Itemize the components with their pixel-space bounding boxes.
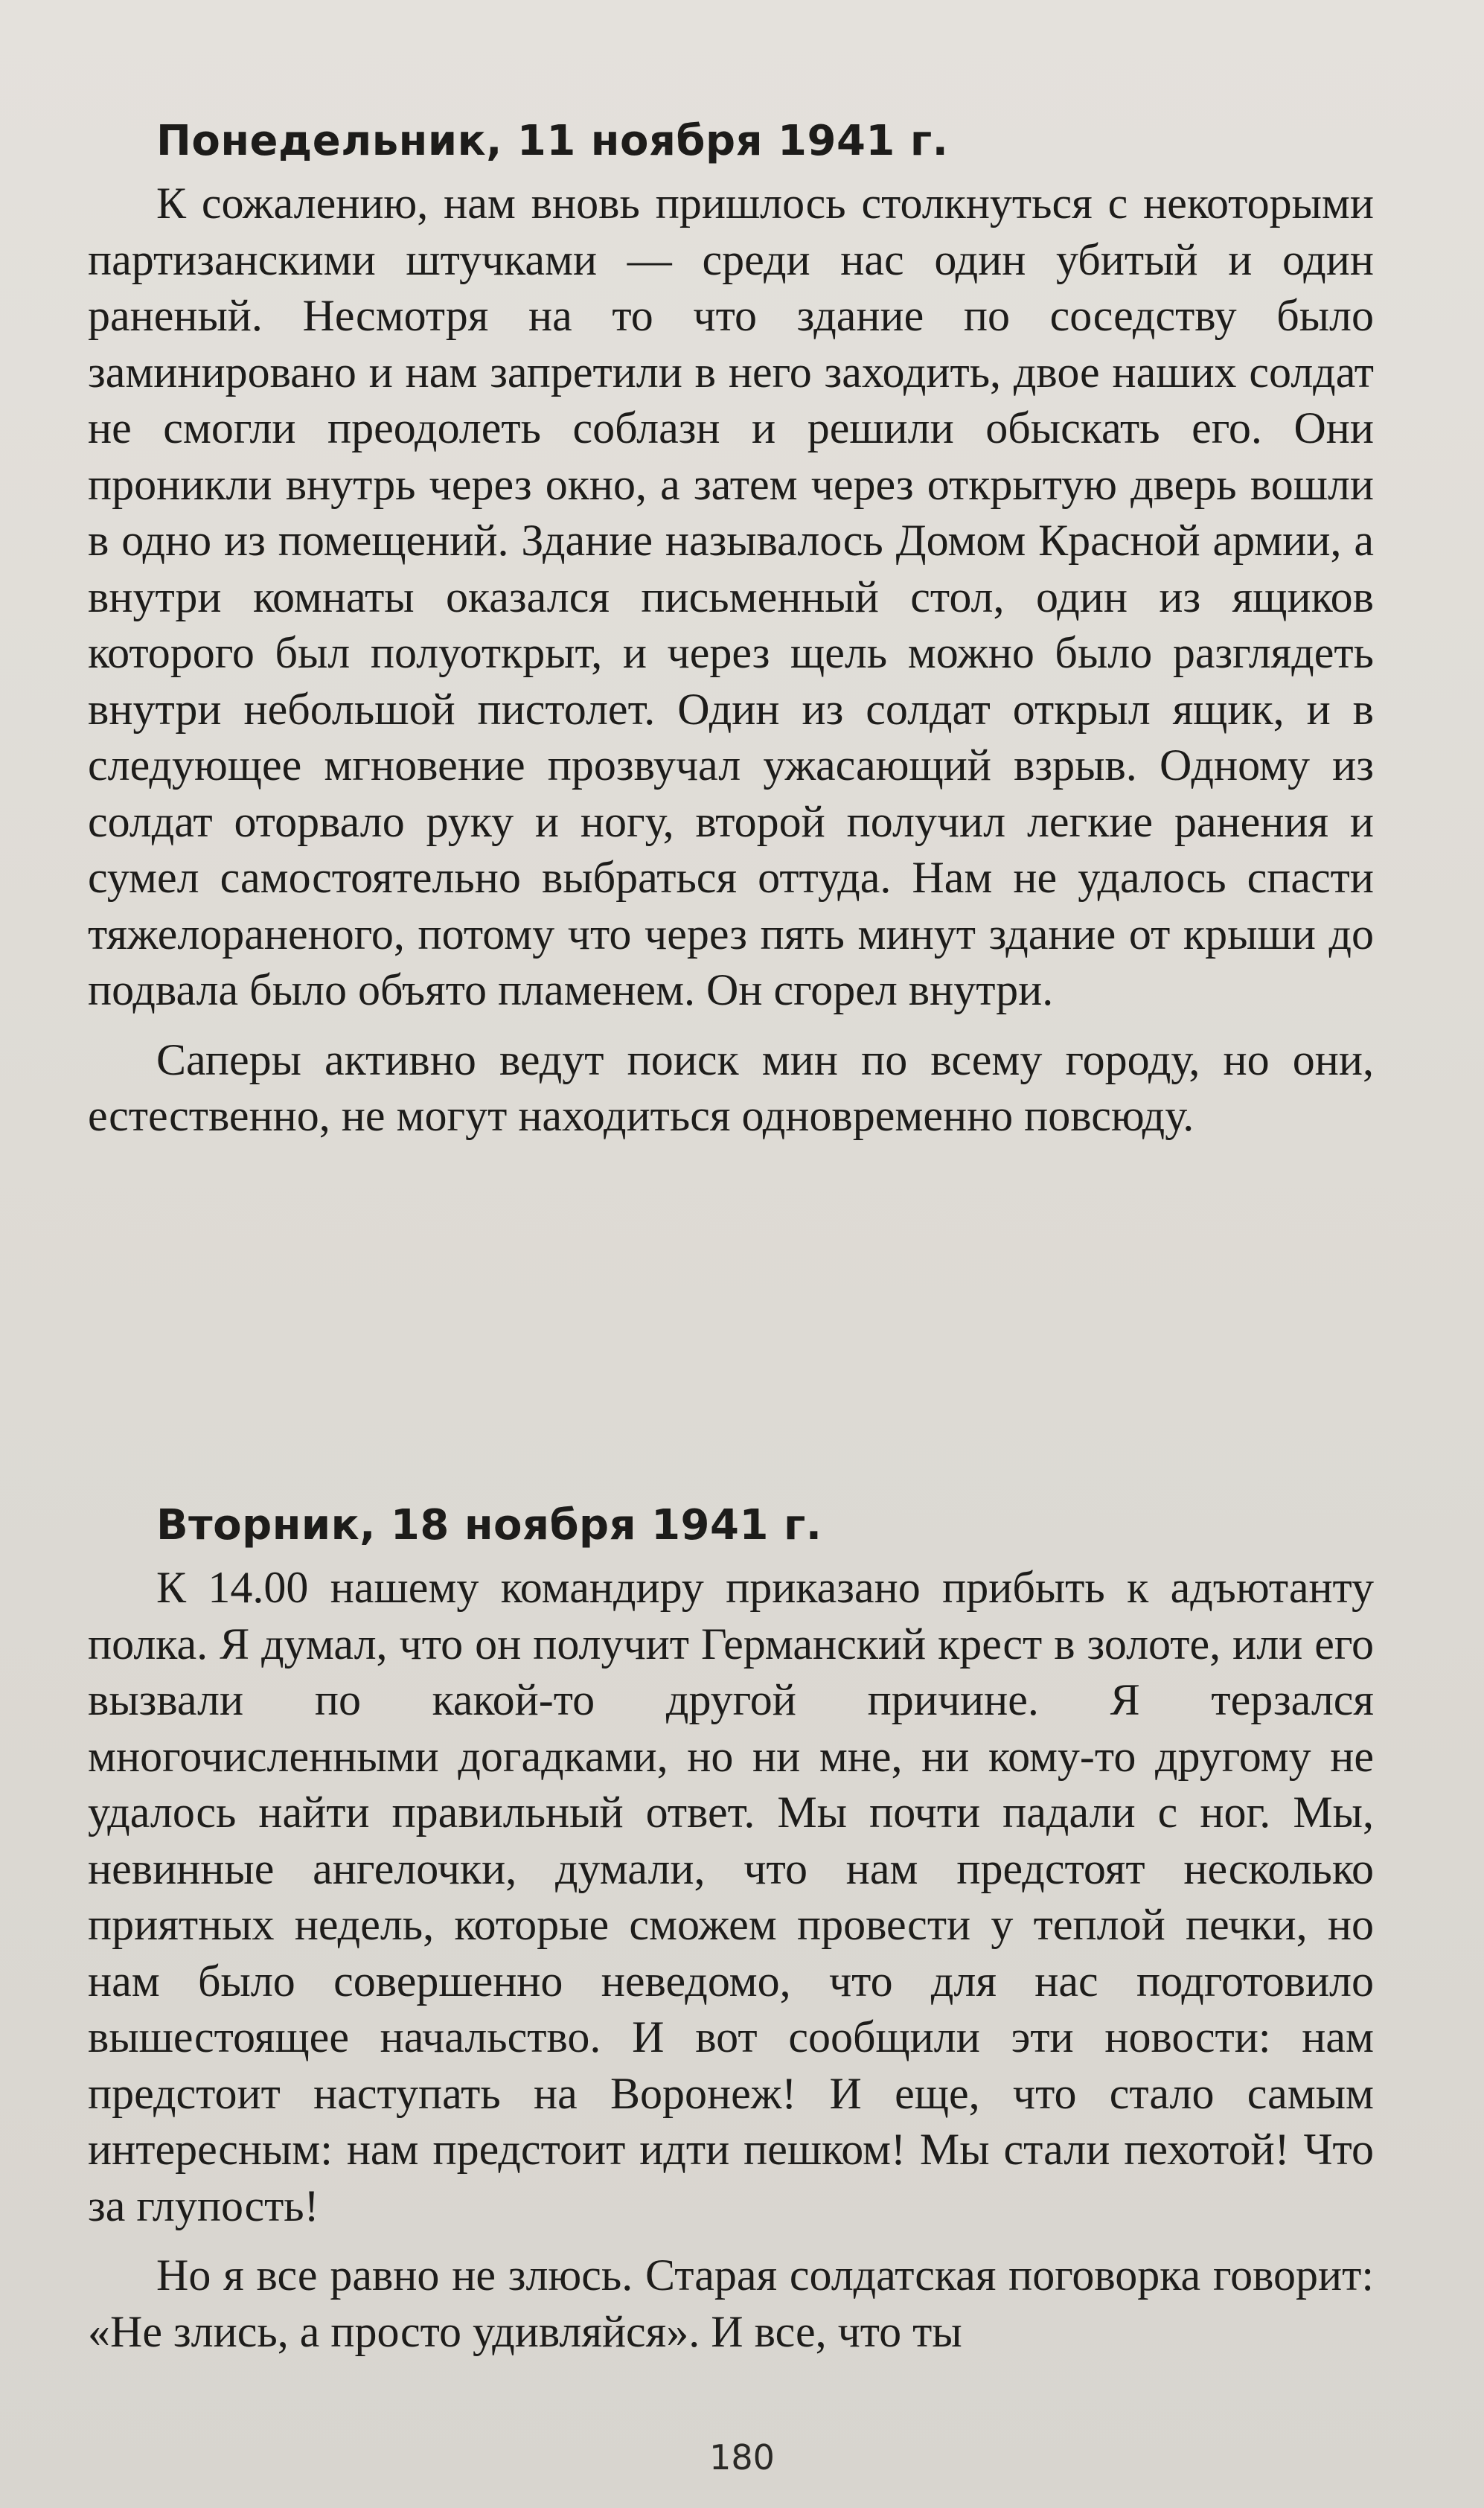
diary-entry-nov-18 bbox=[88, 1496, 1374, 2373]
entry-heading: Понедельник, 11 ноября 1941 г. bbox=[156, 117, 949, 165]
page-number: 180 bbox=[709, 2437, 775, 2477]
entry-paragraph: К сожалению, нам вновь пришлось столкнуться с некоторыми партизанскими штучками — среди нас один убитый и один раненый. Несмотря на то что здание по соседству было заминировано и нам запретили в него заходить, двое наших солдат не смогли преодолеть соблазн и решили обыскать его. Они проникли внутрь через окно, а затем через открытую дверь вошли в одно из помещений. Здание называлось Домом Красной армии, а внутри комнаты оказался письменный стол, один из ящиков которого был полуоткрыт, и через щель можно было разглядеть внутри небольшой пистолет. Один из солдат открыл ящик, и в следующее мгновение прозвучал ужасающий взрыв. Одному из солдат оторвало руку и ногу, второй получил легкие ранения и сумел самостоятельно выбраться оттуда. Нам не удалось спасти тяжелораненого, потому что через пять минут здание от крыши до подвала было объято пламенем. Он сгорел внутри. bbox=[88, 179, 1374, 1014]
diary-entry-nov-11 bbox=[88, 112, 1374, 1158]
entry-heading: Вторник, 18 ноября 1941 г. bbox=[156, 1501, 822, 1549]
entry-paragraph: Саперы активно ведут поиск мин по всему городу, но они, естественно, не могут находиться одновременно повсюду. bbox=[88, 1034, 1374, 1140]
entry-paragraph: Но я все равно не злюсь. Старая солдатская поговорка говорит: «Не злись, а просто удивляйся». И все, что ты bbox=[88, 2251, 1374, 2356]
entry-paragraph: К 14.00 нашему командиру приказано прибыть к адъютанту полка. Я думал, что он получит Германский крест в золоте, или его вызвали по какой-то другой причине. Я терзался многочисленными догадками, но ни мне, ни кому-то другому не удалось найти правильный ответ. Мы почти падали с ног. Мы, невинные ангелочки, думали, что нам предстоят несколько приятных недель, которые сможем провести у теплой печки, но нам было совершенно неведомо, что для нас подготовило вышестоящее начальство. И вот сообщили эти новости: нам предстоит наступать на Воронеж! И еще, что стало самым интересным: нам предстоит идти пешком! Мы стали пехотой! Что за глупость! bbox=[88, 1563, 1374, 2230]
